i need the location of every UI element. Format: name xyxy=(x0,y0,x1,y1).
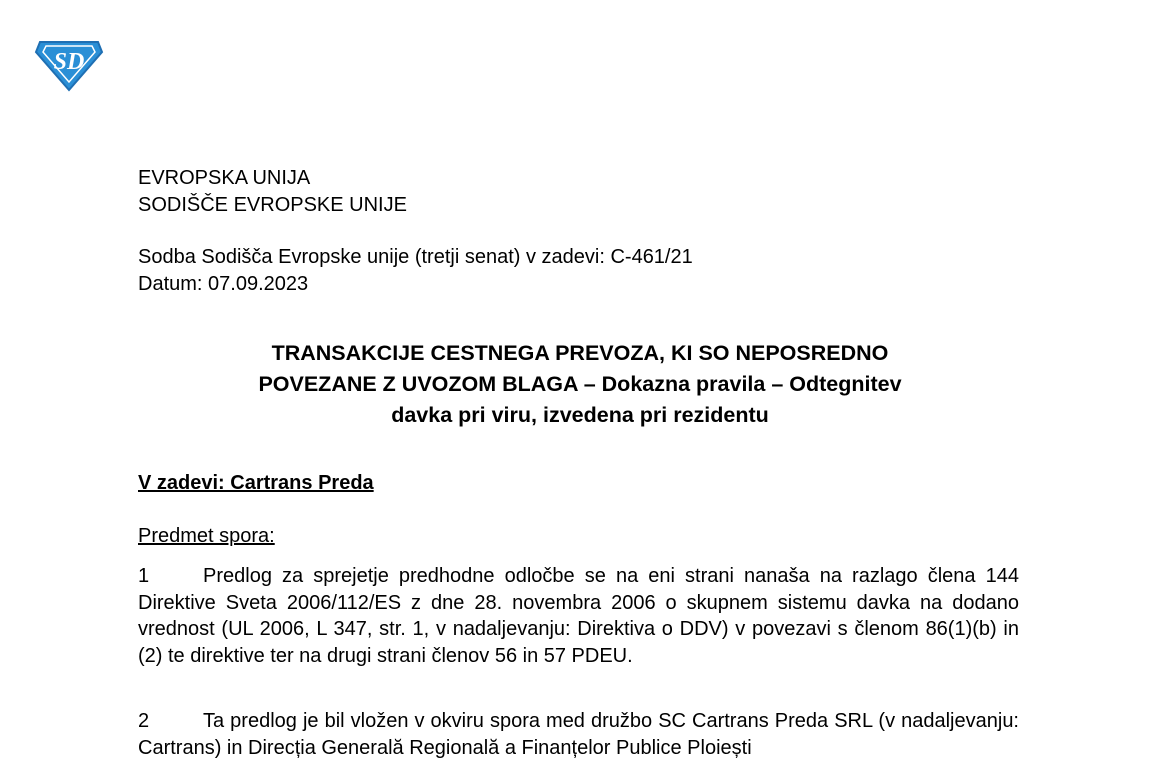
case-subject: V zadevi: Cartrans Preda xyxy=(138,472,374,494)
paragraph-number: 1 xyxy=(138,565,150,587)
paragraph xyxy=(138,563,1019,669)
case-info xyxy=(138,244,693,298)
title-line-1: TRANSAKCIJE CESTNEGA PREVOZA, KI SO NEPOSREDNO xyxy=(271,341,889,365)
paragraph-text: Predlog za sprejetje predhodne odločbe se na eni strani nanaša na razlago člena 144 Direktive Sveta 2006/112/ES z dne 28. novembra 2006 o skupnem sistemu davka na dodano vrednost (UL 2006, L 347, str. 1, v nadaljevanju: Direktiva o DDV) v povezavi s členom 86(1)(b) in (2) te direktive ter na drugi strani členov 56 in 57 PDEU. xyxy=(138,565,1019,667)
title-line-3: davka pri viru, izvedena pri rezidentu xyxy=(391,403,769,427)
case-date: Datum: 07.09.2023 xyxy=(138,273,309,295)
header-line-1: EVROPSKA UNIJA xyxy=(138,167,311,189)
section-heading: Predmet spora: xyxy=(138,525,275,547)
title-line-2: POVEZANE Z UVOZOM BLAGA – Dokazna pravila – Odtegnitev xyxy=(258,372,902,396)
paragraph-number: 2 xyxy=(138,710,150,732)
document-title xyxy=(140,338,1020,431)
paragraph xyxy=(138,708,1019,761)
sd-diamond-logo-icon xyxy=(34,38,104,92)
paragraph-text: Ta predlog je bil vložen v okviru spora med družbo SC Cartrans Preda SRL (v nadaljevanju: Cartrans) in Direcția Generală Regională a Finanțelor Publice Ploiești xyxy=(138,710,1019,759)
logo-text: SD xyxy=(53,49,85,75)
header-line-2: SODIŠČE EVROPSKE UNIJE xyxy=(138,194,407,216)
case-reference: Sodba Sodišča Evropske unije (tretji senat) v zadevi: C-461/21 xyxy=(138,246,693,268)
court-header xyxy=(138,165,407,219)
